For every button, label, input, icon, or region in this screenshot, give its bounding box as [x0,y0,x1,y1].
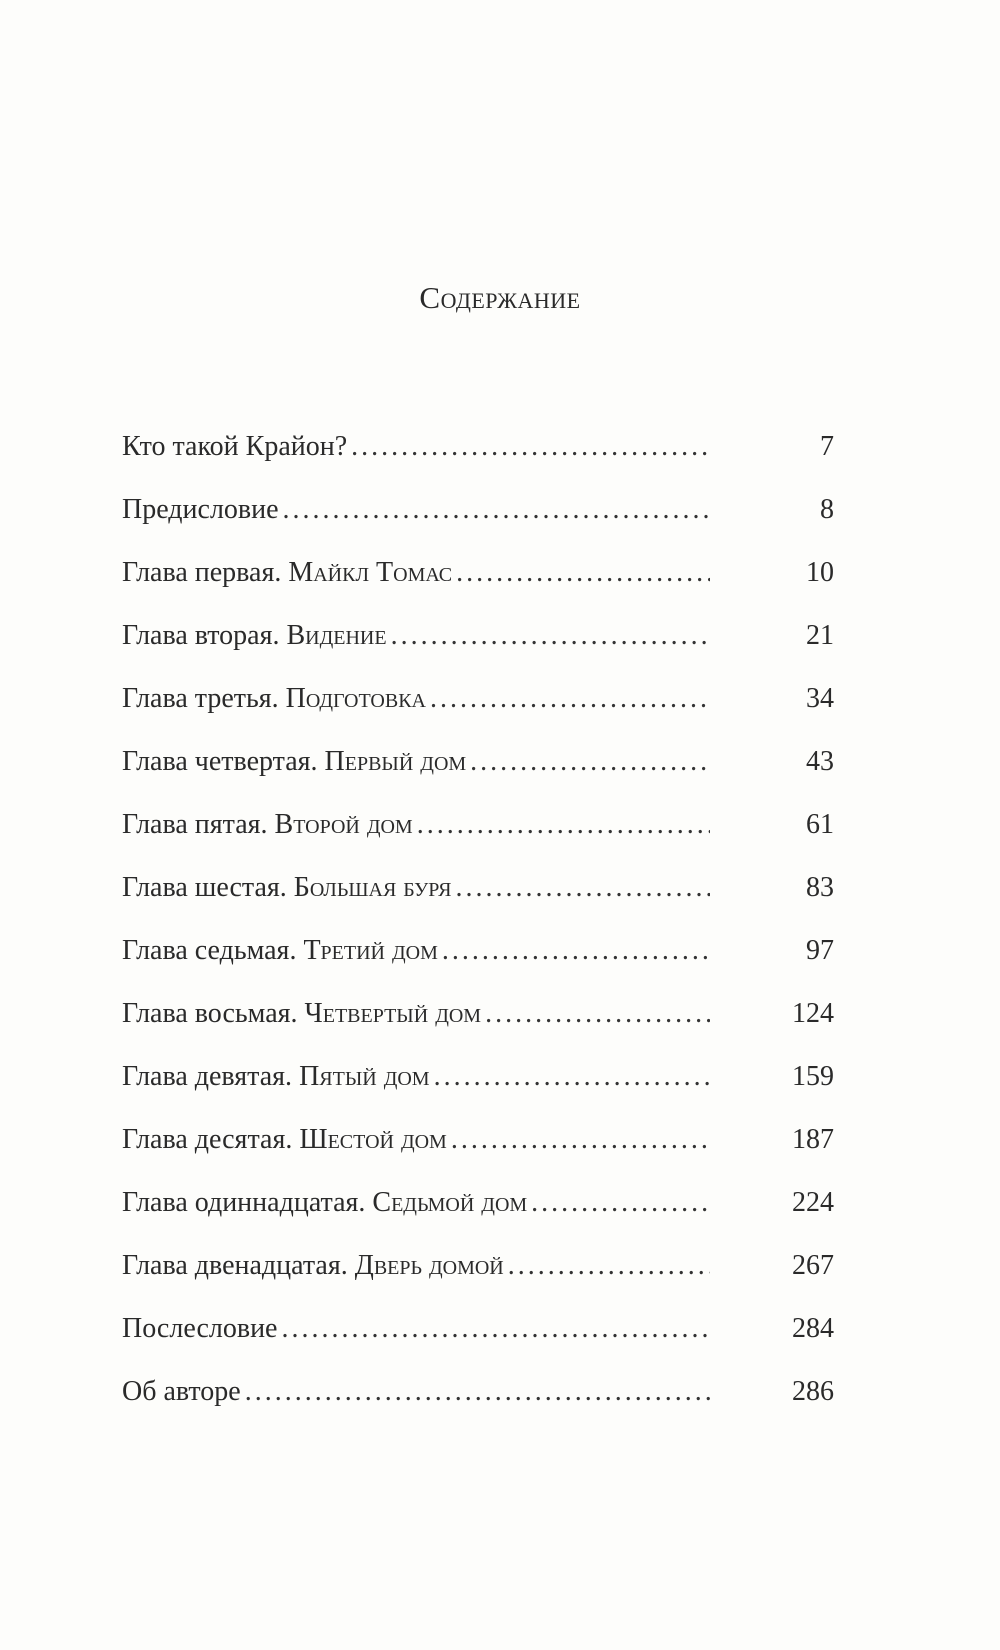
toc-entry-label [122,1313,277,1345]
leader-dots [442,935,710,967]
toc-entry-prefix: Глава вторая. [122,619,287,651]
toc-entry-page: 61 [806,808,834,840]
leader-dots [283,494,710,526]
leader-dots [351,431,710,463]
toc-entry-page: 124 [792,997,834,1029]
toc-entry-page: 34 [806,682,834,714]
toc-entry-prefix: Об авторе [122,1375,241,1407]
toc-entry[interactable] [122,1108,834,1171]
toc-entry[interactable] [122,1297,834,1360]
toc-entry-label [122,494,279,526]
toc-entry[interactable] [122,415,834,478]
toc-entry-label [122,557,452,589]
toc-entry-name: Подготовка [285,682,426,714]
toc-entry-name: Третий дом [303,934,438,966]
toc-entry-prefix: Кто такой Крайон? [122,430,348,462]
table-of-contents [122,415,834,1423]
toc-entry[interactable] [122,1360,834,1423]
toc-entry-page: 10 [806,556,834,588]
toc-entry-prefix: Послесловие [122,1312,278,1344]
toc-entry-name: Первый дом [324,745,467,777]
toc-entry-prefix: Глава десятая. [122,1123,300,1155]
toc-entry-prefix: Глава седьмая. [122,934,304,966]
toc-entry-name: Майкл Томас [288,556,453,588]
leader-dots [430,683,710,715]
toc-entry-page: 97 [806,934,834,966]
toc-entry-prefix: Глава восьмая. [122,997,305,1029]
toc-entry[interactable] [122,730,834,793]
leader-dots [470,746,710,778]
toc-entry-label [122,872,451,904]
toc-entry-name: Видение [286,619,387,651]
toc-entry-name: Седьмой дом [372,1186,528,1218]
toc-entry[interactable] [122,541,834,604]
toc-entry-page: 159 [792,1060,834,1092]
toc-entry-label [122,746,466,778]
toc-entry-page: 267 [792,1249,834,1281]
toc-entry-page: 224 [792,1186,834,1218]
toc-entry-prefix: Глава одиннадцатая. [122,1186,373,1218]
page-title: Содержание [419,280,581,315]
toc-entry-page: 7 [820,430,834,462]
toc-entry-name: Второй дом [274,808,413,840]
leader-dots [434,1061,710,1093]
toc-entry-name: Пятый дом [299,1060,430,1092]
toc-entry-name: Дверь домой [354,1249,504,1281]
toc-entry-prefix: Глава четвертая. [122,745,325,777]
toc-entry[interactable] [122,919,834,982]
leader-dots [531,1187,710,1219]
toc-entry-page: 8 [820,493,834,525]
toc-entry-name: Четвертый дом [304,997,482,1029]
toc-entry-label [122,1061,430,1093]
toc-entry[interactable] [122,793,834,856]
toc-entry[interactable] [122,478,834,541]
toc-entry[interactable] [122,982,834,1045]
toc-entry[interactable] [122,1234,834,1297]
toc-entry[interactable] [122,1171,834,1234]
toc-entry[interactable] [122,1045,834,1108]
toc-entry-label [122,935,438,967]
toc-entry-label [122,809,413,841]
toc-entry-label [122,683,426,715]
toc-entry-prefix: Глава шестая. [122,871,294,903]
leader-dots [245,1376,710,1408]
leader-dots [485,998,710,1030]
leader-dots [281,1313,710,1345]
toc-entry-label [122,1376,241,1408]
toc-entry-label [122,998,481,1030]
toc-entry-prefix: Глава пятая. [122,808,275,840]
toc-entry-prefix: Глава двенадцатая. [122,1249,355,1281]
toc-entry-label [122,1187,527,1219]
toc-entry-page: 284 [792,1312,834,1344]
toc-entry-page: 286 [792,1375,834,1407]
toc-entry-page: 21 [806,619,834,651]
toc-entry-page: 187 [792,1123,834,1155]
toc-entry-prefix: Глава третья. [122,682,286,714]
leader-dots [455,872,710,904]
toc-entry[interactable] [122,856,834,919]
leader-dots [508,1250,710,1282]
toc-entry-label [122,431,347,463]
toc-entry-label [122,620,387,652]
toc-entry-prefix: Предисловие [122,493,279,525]
leader-dots [391,620,710,652]
toc-entry[interactable] [122,604,834,667]
toc-entry-name: Большая буря [293,871,452,903]
leader-dots [417,809,710,841]
leader-dots [451,1124,710,1156]
toc-entry-prefix: Глава девятая. [122,1060,300,1092]
toc-entry[interactable] [122,667,834,730]
toc-entry-page: 83 [806,871,834,903]
toc-entry-label [122,1124,447,1156]
toc-entry-label [122,1250,504,1282]
toc-entry-page: 43 [806,745,834,777]
leader-dots [456,557,710,589]
toc-entry-prefix: Глава первая. [122,556,289,588]
toc-entry-name: Шестой дом [299,1123,447,1155]
